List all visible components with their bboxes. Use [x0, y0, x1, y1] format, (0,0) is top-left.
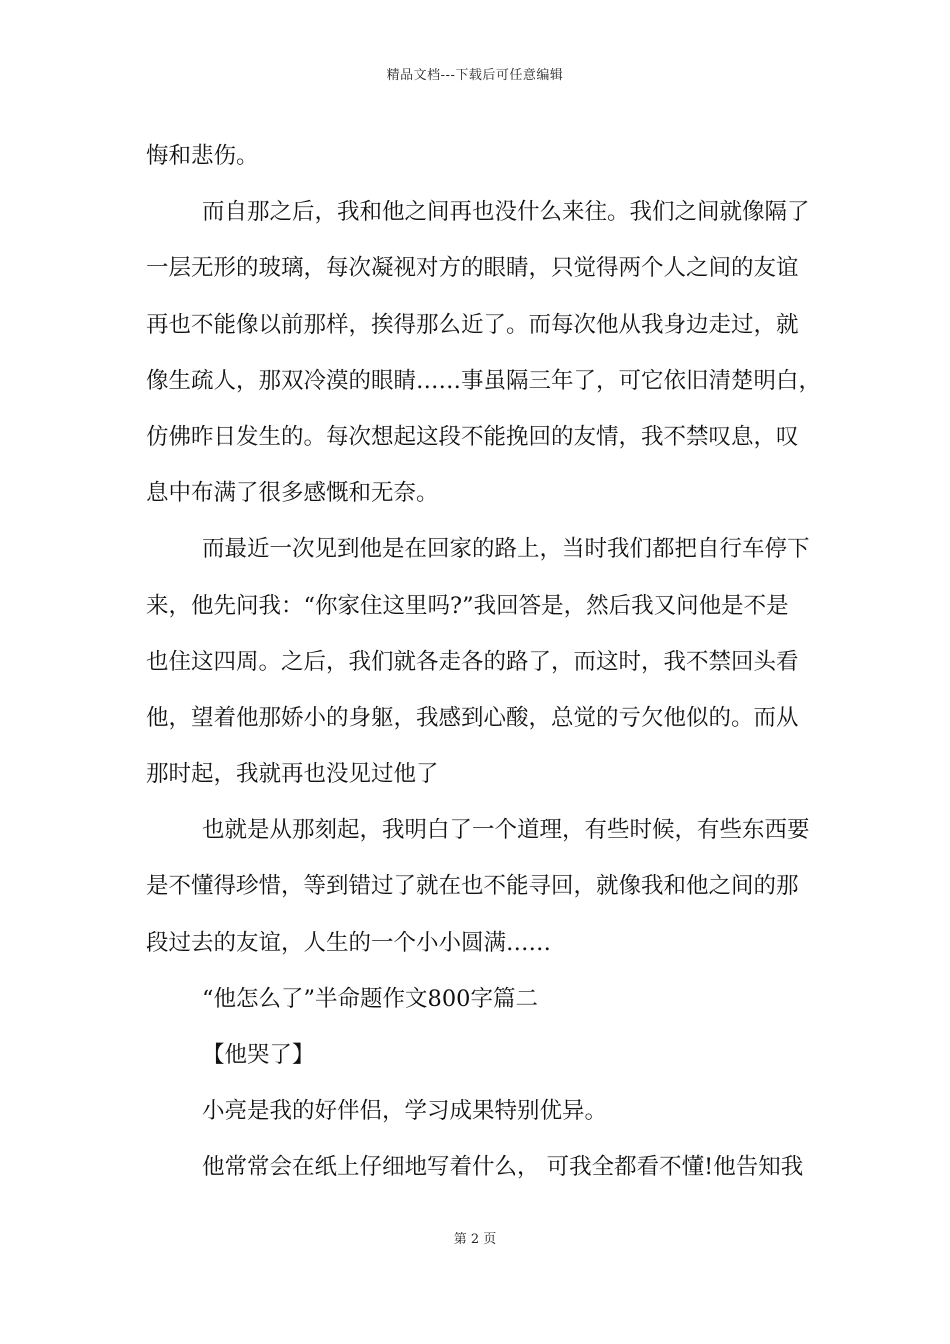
text-line: 段过去的友谊，人生的一个小小圆满…… — [146, 929, 552, 956]
text-line: 仿佛昨日发生的。每次想起这段不能挽回的友情，我不禁叹息，叹 — [146, 423, 799, 450]
text-line: 来，他先问我：“你家住这里吗?”我回答是，然后我又问他是不是 — [146, 592, 789, 619]
page-number: 第 2 页 — [453, 1232, 497, 1247]
section-subtitle: 【他哭了】 — [202, 1042, 315, 1068]
section-title: “他怎么了”半命题作文800字篇二 — [202, 985, 538, 1012]
text-line: 也住这四周。之后，我们就各走各的路了，而这时，我不禁回头看 — [146, 648, 799, 675]
text-line: 悔和悲伤。 — [146, 143, 259, 169]
text-line: 那时起，我就再也没见过他了 — [146, 761, 439, 788]
text-line: 一层无形的玻璃，每次凝视对方的眼睛，只觉得两个人之间的友谊 — [146, 255, 799, 282]
text-line: 小亮是我的好伴侣，学习成果特别优异。 — [202, 1098, 608, 1125]
text-line: 息中布满了很多感慨和无奈。 — [146, 480, 439, 507]
text-line: 而最近一次见到他是在回家的路上，当时我们都把自行车停下 — [202, 536, 810, 563]
text-line: 他常常会在纸上仔细地写着什么， 可我全都看不懂!他告知我 — [202, 1154, 804, 1181]
text-line: 再也不能像以前那样，挨得那么近了。而每次他从我身边走过，就 — [146, 311, 799, 338]
text-line: 他，望着他那娇小的身躯，我感到心酸，总觉的亏欠他似的。而从 — [146, 704, 799, 731]
text-line: 而自那之后，我和他之间再也没什么来往。我们之间就像隔了 — [202, 199, 810, 226]
page-header: 精品文档---下载后可任意编辑 — [386, 68, 564, 83]
text-line: 是不懂得珍惜，等到错过了就在也不能寻回，就像我和他之间的那 — [146, 873, 799, 900]
text-line: 像生疏人，那双冷漠的眼睛……事虽隔三年了，可它依旧清楚明白， — [146, 367, 822, 394]
document-body — [146, 128, 822, 1196]
text-line: 也就是从那刻起，我明白了一个道理，有些时候，有些东西要 — [202, 817, 810, 844]
